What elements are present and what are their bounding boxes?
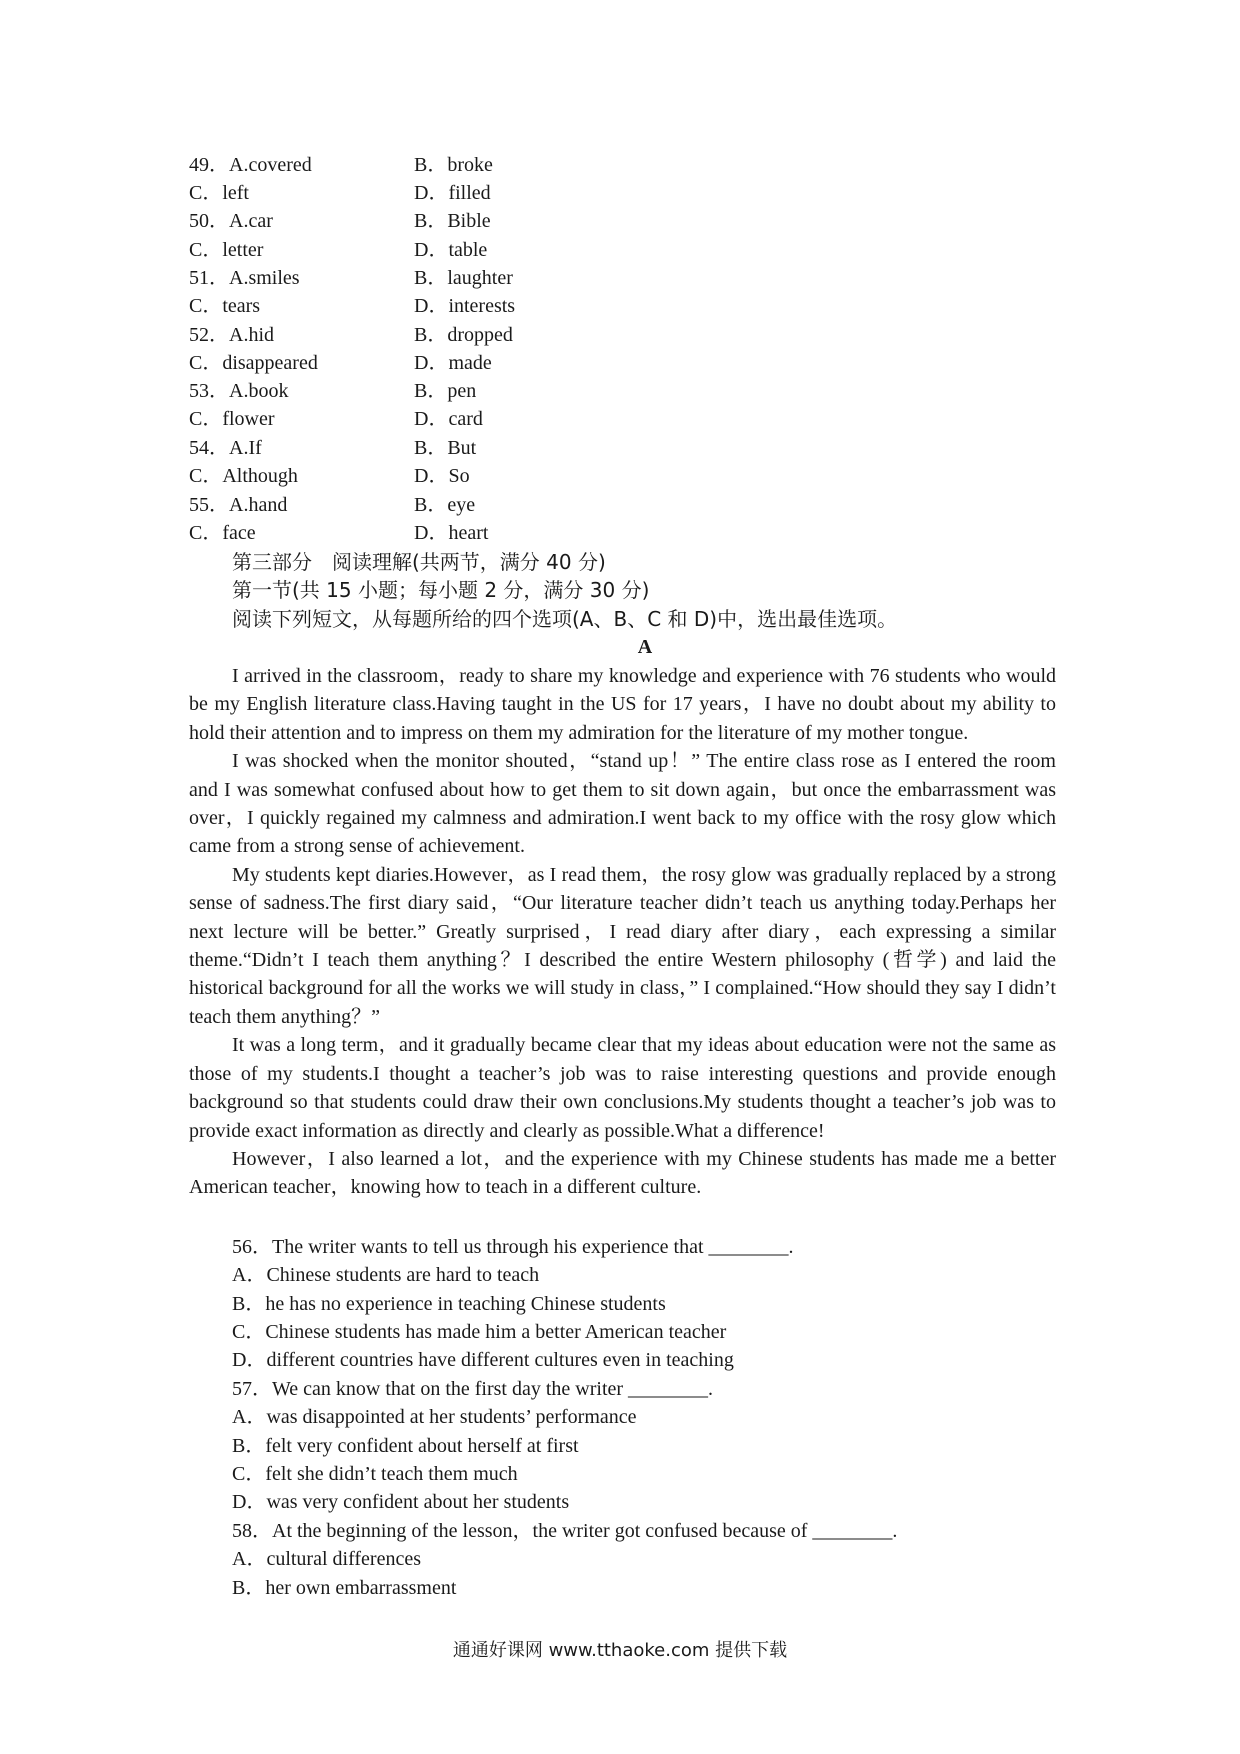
- question-stem: 56．The writer wants to tell us through his experience that ________.: [232, 1236, 794, 1258]
- question-stem: 58．At the beginning of the lesson，the writer got confused because of ________.: [232, 1520, 898, 1542]
- question-option: B．felt very confident about herself at first: [232, 1435, 579, 1457]
- option-right: B．pen: [414, 380, 477, 402]
- cloze-option-row: [189, 491, 789, 519]
- cloze-option-row: [189, 349, 789, 377]
- question-option: A．Chinese students are hard to teach: [232, 1264, 540, 1286]
- part-title: 第三部分 阅读理解(共两节，满分 40 分): [232, 550, 606, 574]
- option-right: B．But: [414, 437, 477, 459]
- cloze-option-row: [189, 292, 789, 320]
- question-stem: 57．We can know that on the first day the writer ________.: [232, 1378, 714, 1400]
- passage-paragraph: I was shocked when the monitor shouted，“stand up！” The entire class rose as I entered the room and I was somewhat confused about how to get them to sit down again，but once the embarrassment was over，I quickly regained my calmness and admiration.I went back to my office with the rosy glow which came from a strong sense of achievement.: [189, 750, 1056, 858]
- option-right: D．made: [414, 352, 492, 374]
- option-right: D．card: [414, 408, 483, 430]
- cloze-option-row: [189, 405, 789, 433]
- passage-paragraph: My students kept diaries.However，as I read them，the rosy glow was gradually replaced by a strong sense of sadness.The first diary said，“Our literature teacher didn’t teach us anything today.Perhaps her next lecture will be better.” Greatly surprised，I read diary after diary，each expressing a similar theme.“Didn’t I teach them anything？I described the entire Western philosophy (哲学) and laid the historical background for all the works we will study in class，” I complained.“How should they say I didn’t teach them anything？”: [189, 863, 1056, 1028]
- option-right: B．broke: [414, 154, 493, 176]
- option-left: 55．A.hand: [189, 494, 288, 516]
- passage-letter: A: [637, 636, 653, 658]
- option-left: C．tears: [189, 295, 261, 317]
- option-right: D．filled: [414, 182, 491, 204]
- option-right: D．table: [414, 239, 488, 261]
- cloze-option-row: [189, 264, 789, 292]
- option-left: 50．A.car: [189, 210, 273, 232]
- option-right: B．laughter: [414, 267, 513, 289]
- cloze-option-row: [189, 321, 789, 349]
- option-right: B．dropped: [414, 324, 513, 346]
- option-right: B．Bible: [414, 210, 491, 232]
- cloze-option-row: [189, 377, 789, 405]
- subsection-title: 第一节(共 15 小题；每小题 2 分，满分 30 分): [232, 578, 650, 602]
- cloze-option-row: [189, 434, 789, 462]
- option-left: 53．A.book: [189, 380, 289, 402]
- cloze-option-row: [189, 179, 789, 207]
- passage-paragraph: It was a long term，and it gradually became clear that my ideas about education were not the same as those of my students.I thought a teacher’s job was to raise interesting questions and provide enough background so that students could draw their own conclusions.My students thought a teacher’s job was to provide exact information as directly and clearly as possible.What a difference!: [189, 1034, 1056, 1142]
- cloze-option-row: [189, 151, 789, 179]
- option-right: D．heart: [414, 522, 489, 544]
- option-left: C．flower: [189, 408, 275, 430]
- option-left: C．Although: [189, 465, 298, 487]
- cloze-option-row: [189, 207, 789, 235]
- option-right: B．eye: [414, 494, 476, 516]
- option-left: C．face: [189, 522, 256, 544]
- section-instruction: 阅读下列短文，从每题所给的四个选项(A、B、C 和 D)中，选出最佳选项。: [232, 607, 898, 631]
- question-option: A．cultural differences: [232, 1548, 421, 1570]
- question-option: B．he has no experience in teaching Chinese students: [232, 1293, 666, 1315]
- option-left: C．letter: [189, 239, 264, 261]
- question-option: D．was very confident about her students: [232, 1491, 570, 1513]
- cloze-option-row: [189, 236, 789, 264]
- question-option: D．different countries have different cultures even in teaching: [232, 1349, 734, 1371]
- option-left: C．left: [189, 182, 249, 204]
- question-option: B．her own embarrassment: [232, 1577, 457, 1599]
- option-right: D．interests: [414, 295, 516, 317]
- question-option: A．was disappointed at her students’ performance: [232, 1406, 637, 1428]
- question-option: C．Chinese students has made him a better American teacher: [232, 1321, 727, 1343]
- cloze-option-row: [189, 519, 789, 547]
- option-left: C．disappeared: [189, 352, 318, 374]
- option-left: 52．A.hid: [189, 324, 274, 346]
- option-left: 54．A.If: [189, 437, 262, 459]
- download-footer: 通通好课网 www.tthaoke.com 提供下载: [452, 1640, 788, 1661]
- passage-body: [189, 662, 1056, 1202]
- question-option: C．felt she didn’t teach them much: [232, 1463, 518, 1485]
- passage-paragraph: However，I also learned a lot，and the experience with my Chinese students has made me a better American teacher，knowing how to teach in a different culture.: [189, 1147, 1056, 1199]
- cloze-option-row: [189, 462, 789, 490]
- option-left: 49．A.covered: [189, 154, 312, 176]
- option-right: D．So: [414, 465, 470, 487]
- passage-paragraph: I arrived in the classroom，ready to share my knowledge and experience with 76 students who would be my English literature class.Having taught in the US for 17 years，I have no doubt about my ability to hold their attention and to impress on them my admiration for the literature of my mother tongue.: [189, 665, 1056, 744]
- option-left: 51．A.smiles: [189, 267, 300, 289]
